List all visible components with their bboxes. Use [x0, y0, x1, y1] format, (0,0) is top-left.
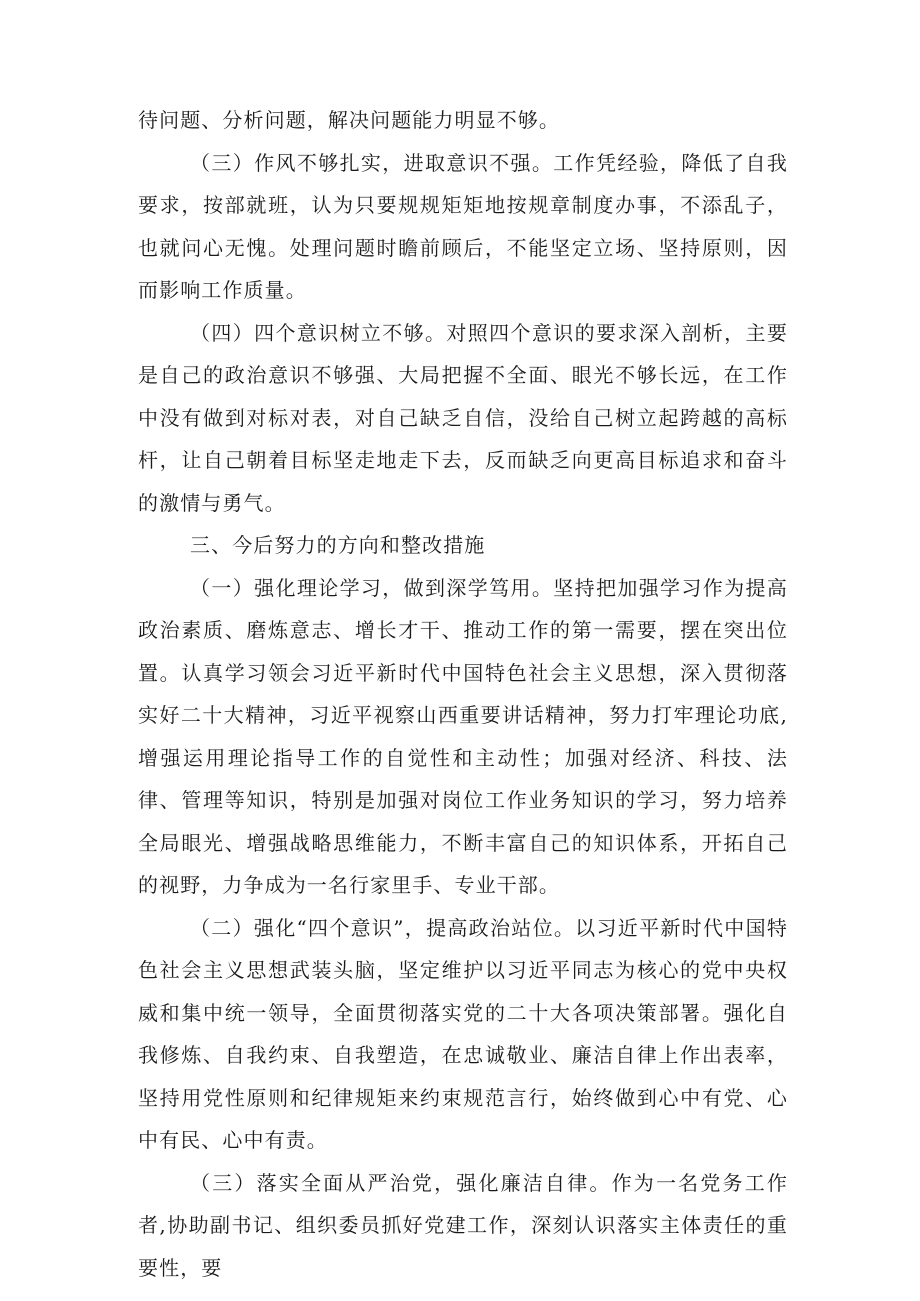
paragraph-theory-study: （一）强化理论学习，做到深学笃用。坚持把加强学习作为提高政治素质、磨炼意志、增长才干、推动工作的第一需要，摆在突出位置。认真学习领会习近平新时代中国特色社会主义思想，深入贯彻落实好二十大精神，习近平视察山西重要讲话精神，努力打牢理论功底,增强运用理论指导工作的自觉性和主动性；加强对经济、科技、法律、管理等知识，特别是加强对岗位工作业务知识的学习，努力培养全局眼光、增强战略思维能力，不断丰富自己的知识体系，开拓自己的视野，力争成为一名行家里手、专业干部。	[138, 575, 788, 897]
paragraph-continuation: 待问题、分析问题，解决问题能力明显不够。	[138, 108, 560, 132]
document-body	[138, 99, 788, 1289]
paragraph-political-stance: （二）强化“四个意识”，提高政治站位。以习近平新时代中国特色社会主义思想武装头脑，坚定维护以习近平同志为核心的党中央权威和集中统一领导，全面贯彻落实党的二十大各项决策部署。强化自我修炼、自我约束、自我塑造，在忠诚敬业、廉洁自律上作出表率，坚持用党性原则和纪律规矩来约束规范言行，始终做到心中有党、心中有民、心中有责。	[138, 915, 788, 1152]
paragraph-strict-governance: （三）落实全面从严治党，强化廉洁自律。作为一名党务工作者,协助副书记、组织委员抓好党建工作，深刻认识落实主体责任的重要性，要	[138, 1170, 788, 1280]
paragraph-four-consciousness: （四）四个意识树立不够。对照四个意识的要求深入剖析，主要是自己的政治意识不够强、大局把握不全面、眼光不够长远，在工作中没有做到对标对表，对自己缺乏自信，没给自己树立起跨越的高标杆，让自己朝着目标坚走地走下去，反而缺乏向更高目标追求和奋斗的激情与勇气。	[138, 320, 788, 515]
section-heading-three: 三、今后努力的方向和整改措施	[190, 533, 486, 557]
paragraph-work-style: （三）作风不够扎实，进取意识不强。工作凭经验，降低了自我要求，按部就班，认为只要规规矩矩地按规章制度办事，不添乱子，也就问心无愧。处理问题时瞻前顾后，不能坚定立场、坚持原则，因而影响工作质量。	[138, 150, 788, 302]
